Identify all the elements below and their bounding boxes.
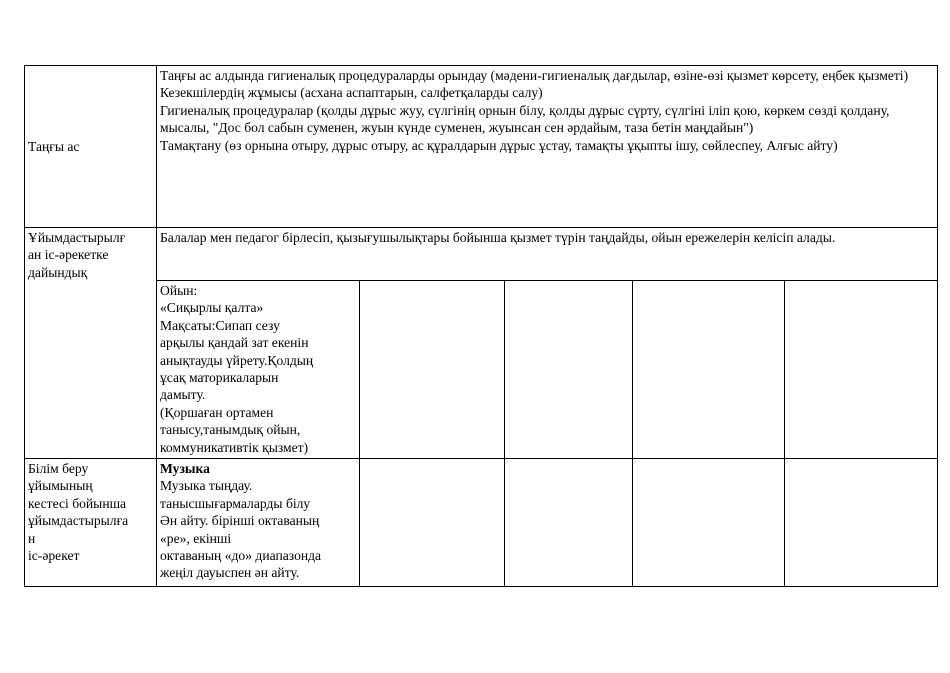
music-line: [160, 495, 356, 512]
preparation-description: Балалар мен педагог бірлесіп, қызығушылықтары бойынша қызмет түрін таңдайды, ойын ережелерін келісіп алады.: [157, 228, 938, 281]
empty-cell: [360, 281, 505, 459]
preparation-row: [25, 228, 938, 281]
empty-cell: [785, 459, 938, 587]
daily-plan-table: [24, 65, 938, 587]
music-line: жеңіл дауыспен ән айту.: [160, 565, 300, 581]
music-subject: Музыка: [160, 461, 210, 476]
music-line: Музыка тыңдау.: [160, 478, 253, 494]
game-line: ұсақ маторикаларын: [160, 370, 279, 386]
game-line: арқылы қандай зат екенін: [160, 335, 309, 351]
music-line: «ре», екінші: [160, 530, 232, 546]
music-cell: [157, 459, 360, 587]
empty-cell: [633, 459, 785, 587]
education-label: [25, 459, 157, 587]
music-line-part: шығармаларды білу: [194, 495, 311, 511]
breakfast-line: Таңғы ас алдында гигиеналық процедураларды орындау (мәдени-гигиеналық дағдылар, өзіне-өзі қызмет көрсету, еңбек қызметі): [160, 68, 909, 83]
preparation-label-line: дайындық: [28, 264, 88, 280]
game-line: (Қоршаған ортамен: [160, 404, 274, 420]
education-label-line: Білім беру: [28, 461, 89, 476]
empty-cell: [633, 281, 785, 459]
game-line: танысу,танымдық ойын,: [160, 422, 301, 438]
empty-cell: [505, 459, 633, 587]
preparation-label: [25, 228, 157, 459]
music-line: Ән айту. бірінші октаваның: [160, 513, 320, 529]
education-label-line: іс-әрекет: [28, 548, 80, 564]
game-line: Мақсаты:Сипап сезу: [160, 317, 280, 333]
game-line: Ойын:: [160, 283, 198, 298]
education-label-line: н: [28, 530, 36, 546]
music-line: октаваның «до» диапазонда: [160, 548, 322, 564]
education-row: [25, 459, 938, 587]
preparation-label-line: Ұйымдастырылғ: [28, 230, 126, 245]
game-line: «Сиқырлы қалта»: [160, 300, 264, 316]
empty-cell: [785, 281, 938, 459]
game-cell: [157, 281, 360, 459]
empty-cell: [505, 281, 633, 459]
game-row: [25, 281, 938, 459]
breakfast-line: Тамақтану (өз орнына отыру, дұрыс отыру, ас құралдарын дұрыс ұстау, тамақты ұқыпты ішу, сөйлеспеу, Алғыс айту): [160, 137, 838, 153]
breakfast-line: Кезекшілердің жұмысы (асхана аспаптарын, салфетқаларды салу): [160, 85, 543, 101]
breakfast-content: [157, 66, 938, 228]
breakfast-row: [25, 66, 938, 228]
game-line: анықтауды үйрету.Қолдың: [160, 352, 314, 368]
empty-cell: [360, 459, 505, 587]
game-line: коммуникативтік қызмет): [160, 439, 309, 455]
education-label-line: ұйымының: [28, 478, 93, 494]
education-label-line: ұйымдастырылға: [28, 513, 129, 529]
preparation-label-line: ан іс-әрекетке: [28, 247, 109, 263]
breakfast-label: Таңғы ас: [25, 66, 157, 228]
education-label-line: кестесі бойынша: [28, 495, 127, 511]
game-line: дамыту.: [160, 387, 206, 403]
breakfast-line: Гигиеналық процедуралар (қолды дұрыс жуу, сүлгінің орнын білу, қолды дұрыс сүрту, сүлгіні іліп қою, көркем сөзді қолдану, мысалы, "Дос бол сабын суменен, жуын күнде суменен, жуынсан сен әрдайым, таза бетін маңдайын"): [160, 102, 890, 136]
music-line-part: таныс: [160, 495, 195, 511]
